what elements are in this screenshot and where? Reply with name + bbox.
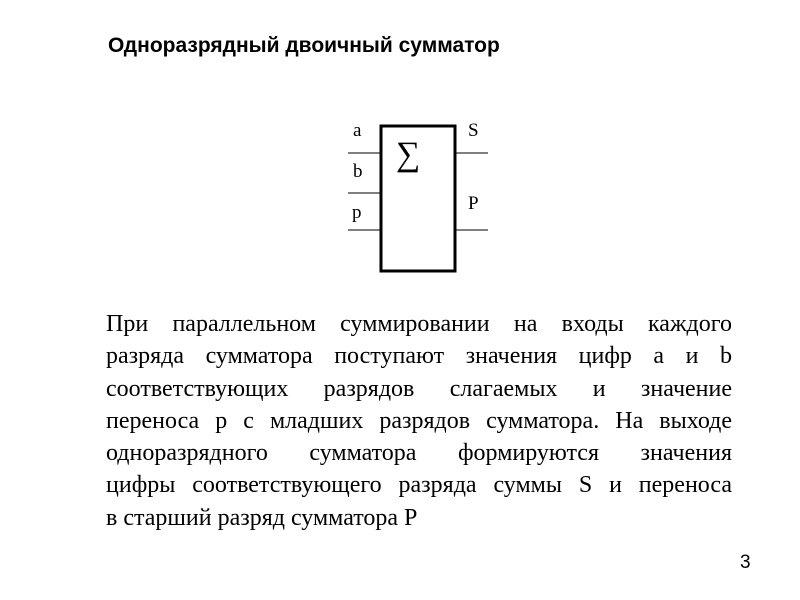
- description-paragraph: [106, 308, 732, 534]
- paragraph-line: в старший разряд сумматора P: [106, 504, 418, 531]
- input-label-p: p: [352, 202, 362, 223]
- input-label-a: a: [353, 120, 362, 141]
- page-number: 3: [740, 552, 751, 573]
- paragraph-line: одноразрядного сумматора формируются значения: [106, 440, 732, 467]
- paragraph-line: соответствующих разрядов слагаемых и значение: [106, 375, 732, 402]
- paragraph-line: цифры соответствующего разряда суммы S и переноса: [106, 472, 732, 499]
- output-label-p: P: [468, 193, 479, 214]
- input-label-b: b: [353, 161, 363, 182]
- paragraph-line: разряда сумматора поступают значения цифр a и b: [106, 343, 732, 370]
- paragraph-line: переноса p с младших разрядов сумматора. На выходе: [106, 407, 732, 434]
- slide-title: Одноразрядный двоичный сумматор: [108, 34, 500, 57]
- paragraph-line: При параллельном суммировании на входы каждого: [106, 311, 732, 337]
- output-label-s: S: [468, 120, 479, 141]
- sum-symbol: ∑: [396, 136, 421, 173]
